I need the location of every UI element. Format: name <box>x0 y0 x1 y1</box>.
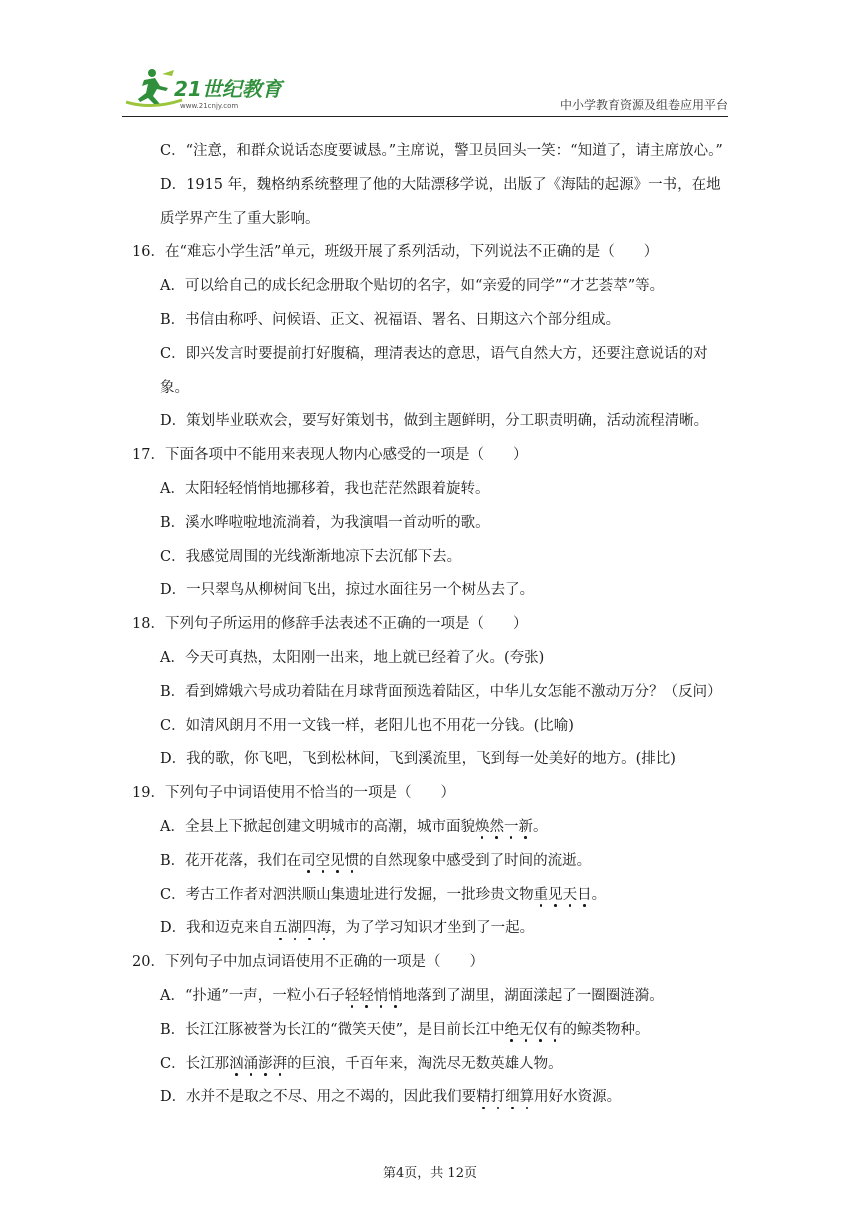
emphasis-char: 司 <box>301 852 316 869</box>
emphasis-char: 天 <box>562 886 578 903</box>
emphasis-char: 焕 <box>474 818 490 835</box>
emphasis-char: 五 <box>273 920 288 937</box>
dotted-word <box>504 1022 562 1038</box>
q20-option-d: D．水并不是取之不尽、用之不竭的，因此我们要精打细算用好水资源。 <box>160 1089 622 1106</box>
platform-name: 中小学教育资源及组卷应用平台 <box>559 98 728 112</box>
q17-option-b: B．溪水哗啦啦地流淌着，为我演唱一首动听的歌。 <box>160 514 490 531</box>
q16-option-a: A．可以给自己的成长纪念册取个贴切的名字，如“亲爱的同学”“才艺荟萃”等。 <box>160 278 665 295</box>
emphasis-char: 澎 <box>258 1055 273 1072</box>
q20-option-b: B．长江江豚被誉为长江的“微笑天使”，是目前长江中绝无仅有的鲸类物种。 <box>160 1021 650 1038</box>
svg-text:www.21cnjy.com: www.21cnjy.com <box>180 102 239 110</box>
q17-option-c: C．我感觉周围的光线渐渐地凉下去沉郁下去。 <box>160 548 462 565</box>
emphasis-char: 轻 <box>359 987 374 1004</box>
emphasis-char: 湖 <box>287 920 303 937</box>
emphasis-char: 一 <box>503 818 519 835</box>
q15-option-d: D．1915 年，魏格纳系统整理了他的大陆漂移学说，出版了《海陆的起源》一书，在地 <box>160 176 721 193</box>
emphasis-char: 然 <box>489 818 504 835</box>
emphasis-char: 有 <box>547 1021 563 1038</box>
emphasis-char: 海 <box>316 920 332 937</box>
header-divider <box>122 116 728 117</box>
dotted-word <box>475 819 533 835</box>
emphasis-char: 新 <box>518 818 533 835</box>
q19-option-a: A．全县上下掀起创建文明城市的高潮，城市面貌焕然一新。 <box>160 818 548 835</box>
emphasis-char: 绝 <box>504 1021 519 1038</box>
svg-text:21世纪教育: 21世纪教育 <box>174 77 282 101</box>
emphasis-char: 见 <box>330 852 345 869</box>
emphasis-char: 见 <box>548 886 563 903</box>
dotted-word <box>301 853 359 869</box>
dotted-word <box>229 1056 287 1072</box>
q16-option-c: C．即兴发言时要提前打好腹稿，理清表达的意思，语气自然大方，还要注意说话的对 <box>160 345 708 362</box>
dotted-word <box>345 988 403 1004</box>
q20-option-c: C．长江那汹涌澎湃的巨浪，千百年来，淘洗尽无数英雄人物。 <box>160 1055 563 1072</box>
emphasis-char: 精 <box>476 1089 491 1106</box>
emphasis-char: 空 <box>315 852 331 869</box>
q15-option-d-cont: 质学界产生了重大影响。 <box>160 210 320 227</box>
emphasis-char: 细 <box>505 1089 520 1106</box>
dotted-word <box>273 920 331 936</box>
emphasis-char: 悄 <box>373 987 389 1004</box>
q17-option-a: A．太阳轻轻悄悄地挪移着，我也茫茫然跟着旋转。 <box>160 480 490 497</box>
q19-option-d: D．我和迈克来自五湖四海，为了学习知识才坐到了一起。 <box>160 920 535 937</box>
q16-option-b: B．书信由称呼、问候语、正文、祝福语、署名、日期这六个部分组成。 <box>160 311 621 328</box>
dotted-word <box>476 1089 534 1105</box>
q18-option-a: A．今天可真热，太阳刚一出来，地上就已经着了火。(夸张) <box>160 649 545 666</box>
emphasis-char: 惯 <box>344 852 360 869</box>
emphasis-char: 算 <box>519 1089 535 1106</box>
emphasis-char: 仅 <box>533 1021 548 1038</box>
emphasis-char: 湃 <box>272 1055 288 1072</box>
q19-option-b: B．花开花落，我们在司空见惯的自然现象中感受到了时间的流逝。 <box>160 852 592 869</box>
emphasis-char: 打 <box>490 1089 506 1106</box>
emphasis-char: 轻 <box>344 987 360 1004</box>
emphasis-char: 四 <box>302 920 317 937</box>
q20-stem: 20．下列句子中加点词语使用不正确的一项是（ ） <box>132 954 484 971</box>
q16-option-d: D．策划毕业联欢会，要写好策划书，做到主题鲜明，分工职责明确，活动流程清晰。 <box>160 413 709 430</box>
q18-option-d: D．我的歌，你飞吧，飞到松林间，飞到溪流里，飞到每一处美好的地方。(排比) <box>160 751 676 768</box>
q15-option-c: C．“注意，和群众说话态度要诚恳。”主席说，警卫员回头一笑：“知道了，请主席放心。” <box>160 143 723 159</box>
q17-stem: 17．下面各项中不能用来表现人物内心感受的一项是（ ） <box>132 447 528 464</box>
emphasis-char: 日 <box>577 886 592 903</box>
emphasis-char: 无 <box>518 1021 534 1038</box>
emphasis-char: 悄 <box>388 987 403 1004</box>
q16-stem: 16．在“难忘小学生活”单元，班级开展了系列活动，下列说法不正确的是（ ） <box>132 244 659 261</box>
page-number: 第4页，共 12页 <box>383 1166 477 1181</box>
emphasis-char: 重 <box>533 886 549 903</box>
dotted-word <box>534 887 592 903</box>
q17-option-d: D．一只翠鸟从柳树间飞出，掠过水面往另一个树丛去了。 <box>160 582 535 599</box>
emphasis-char: 汹 <box>229 1055 244 1072</box>
21cnjy-logo <box>122 66 292 110</box>
question-list <box>122 135 742 1115</box>
q16-option-c-cont: 象。 <box>160 379 189 396</box>
q19-stem: 19．下列句子中词语使用不恰当的一项是（ ） <box>132 785 455 802</box>
q18-option-b: B．看到嫦娥六号成功着陆在月球背面预选着陆区，中华儿女怎能不激动万分？（反问） <box>160 683 722 700</box>
page-header <box>122 66 728 116</box>
emphasis-char: 涌 <box>243 1055 259 1072</box>
q19-option-c: C．考古工作者对泗洪顺山集遗址进行发掘，一批珍贵文物重见天日。 <box>160 886 607 903</box>
q18-stem: 18．下列句子所运用的修辞手法表述不正确的一项是（ ） <box>132 616 528 633</box>
q20-option-a: A．“扑通”一声，一粒小石子轻轻悄悄地落到了湖里，湖面漾起了一圈圈涟漪。 <box>160 987 664 1004</box>
q18-option-c: C．如清风朗月不用一文钱一样，老阳儿也不用花一分钱。(比喻) <box>160 717 574 734</box>
